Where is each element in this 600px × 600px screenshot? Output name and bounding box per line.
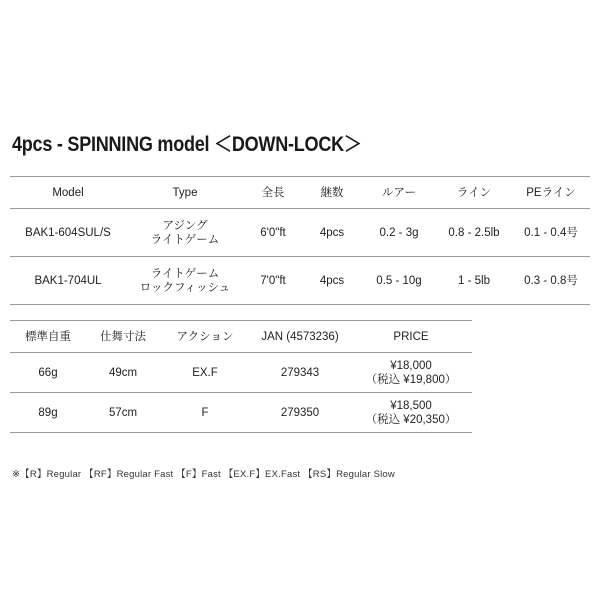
- type-line: ライトゲーム: [150, 267, 220, 280]
- action-cell: EX.F: [192, 366, 218, 379]
- column-header-weight: 標準自重: [25, 330, 71, 343]
- column-header-model: Model: [52, 186, 84, 199]
- price-tax-included: （税込 ¥19,800）: [365, 373, 457, 386]
- page-title: 4pcs - SPINNING model ＜DOWN-LOCK＞: [12, 133, 362, 156]
- line-cell: 1 - 5lb: [458, 274, 490, 287]
- column-header-length: 全長: [261, 186, 285, 199]
- price-cell: [350, 353, 472, 393]
- spec-table: [10, 176, 590, 305]
- spec-table-header-row: [10, 177, 590, 209]
- table-row: [10, 353, 472, 393]
- type-line: アジング: [162, 219, 208, 232]
- length-cell: 6'0"ft: [260, 226, 286, 239]
- weight-cell: 89g: [38, 406, 58, 419]
- weight-cell: 66g: [38, 366, 58, 379]
- column-header-pieces: 継数: [320, 186, 344, 199]
- column-header-type: Type: [172, 186, 198, 199]
- type-cell: [126, 257, 244, 305]
- column-header-line: ライン: [456, 186, 492, 199]
- price-tax-included: （税込 ¥20,350）: [365, 413, 457, 426]
- lure-cell: 0.5 - 10g: [376, 274, 422, 287]
- model-cell: BAK1-704UL: [34, 274, 102, 287]
- pieces-cell: 4pcs: [319, 274, 345, 287]
- price-cell: [350, 393, 472, 433]
- column-header-closed-length: 仕舞寸法: [100, 330, 146, 343]
- closed-length-cell: 49cm: [108, 366, 138, 379]
- column-header-price: PRICE: [393, 330, 429, 343]
- type-line: ロックフィッシュ: [139, 281, 231, 294]
- table-row: [10, 393, 472, 433]
- length-cell: 7'0"ft: [260, 274, 286, 287]
- column-header-action: アクション: [176, 330, 234, 343]
- pe-line-cell: 0.1 - 0.4号: [524, 226, 578, 239]
- model-cell: BAK1-604SUL/S: [25, 226, 111, 239]
- price: ¥18,000: [390, 359, 432, 372]
- action-legend-note: ※【R】Regular 【RF】Regular Fast 【F】Fast 【EX.F】EX.Fast 【RS】Regular Slow: [12, 469, 395, 480]
- price: ¥18,500: [390, 399, 432, 412]
- jan-cell: 279350: [280, 406, 320, 419]
- column-header-jan: JAN (4573236): [261, 330, 339, 343]
- jan-cell: 279343: [280, 366, 320, 379]
- pieces-cell: 4pcs: [319, 226, 345, 239]
- detail-table: [10, 320, 472, 433]
- table-row: [10, 257, 590, 305]
- pe-line-cell: 0.3 - 0.8号: [524, 274, 578, 287]
- closed-length-cell: 57cm: [108, 406, 138, 419]
- detail-table-header-row: [10, 321, 472, 353]
- table-row: [10, 209, 590, 257]
- lure-cell: 0.2 - 3g: [379, 226, 419, 239]
- type-line: ライトゲーム: [150, 233, 220, 246]
- column-header-pe-line: PEライン: [526, 186, 576, 199]
- type-cell: [126, 209, 244, 257]
- line-cell: 0.8 - 2.5lb: [448, 226, 500, 239]
- column-header-lure: ルアー: [381, 186, 417, 199]
- action-cell: F: [201, 406, 209, 419]
